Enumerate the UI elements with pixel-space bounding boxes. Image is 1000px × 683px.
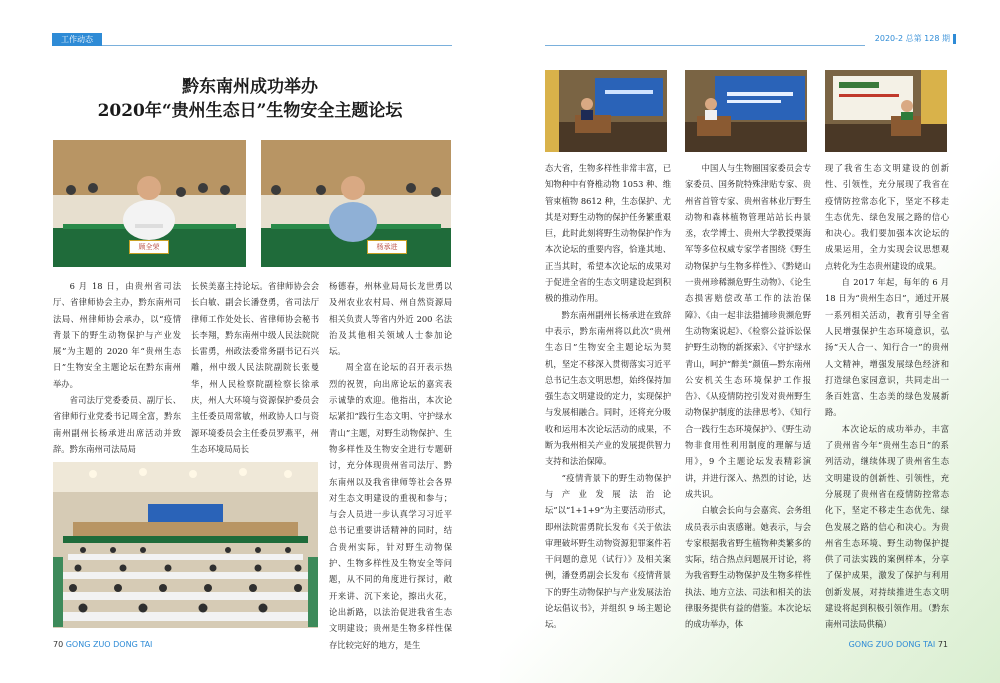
paragraph: 白敏会长向与会嘉宾、会务组成员表示由衷感谢。她表示，与会专家根据我省野生植物种类繁多的实际，结合热点问题展开讨论，将为我省野生动物保护及生物多样性执法、地方立法、司法和相关的法律服务提供有益的借鉴。本次论坛的成功举办，体 [685, 505, 811, 630]
issue-bar [953, 34, 956, 44]
text-column-6 [825, 160, 949, 633]
photo-podium-2 [685, 70, 807, 152]
photo-speaker-right [261, 140, 451, 267]
photo-conference-hall [53, 462, 318, 628]
podium-1-illustration [545, 70, 667, 152]
text-column-3 [329, 278, 452, 653]
header-rule [545, 45, 865, 46]
paragraph: 周全富在论坛的召开表示热烈的祝贺，向出席论坛的嘉宾表示诚挚的欢迎。他指出，本次论坛紧扣“践行生态文明、守护绿水青山”主题，对野生动物保护、生物多样性及生物安全进行专题研讨，充分体现贵州省司法厅、黔东南州以及我省律师等社会各界对生态文明建设的重视和参与；与会人员进一步认真学习习近平总书记重要讲话精神的同时，结合贵州实际，针对野生动物保护、生物多样性及生物安全等问题，从不同的角度进行探讨，敞开来讲、沉下来论，擦出火花，论出新路，以法治促进我省生态文明建设；贵州是生物多样性保存比较完好的地方，是生 [329, 362, 452, 650]
left-page-number: 70 [53, 640, 64, 649]
right-footer-label: GONG ZUO DONG TAI [848, 640, 936, 649]
speaker-right-illustration [261, 140, 451, 267]
text-column-5 [685, 160, 811, 633]
header-rule [102, 45, 452, 46]
left-footer-label: GONG ZUO DONG TAI [65, 640, 153, 649]
left-footer [53, 640, 152, 649]
text-column-2 [191, 278, 319, 457]
issue-label: 2020-2 总第 128 期 [874, 34, 950, 43]
text-column-1 [53, 278, 181, 457]
photo-podium-3 [825, 70, 947, 152]
paragraph: 省司法厅党委委员、副厅长、省律师行业党委书记周全富，黔东南州副州长杨承进出席活动并致辞。黔东南州司法局局 [53, 395, 181, 454]
right-page-number: 71 [937, 640, 948, 649]
nameplate-right: 杨承进 [367, 240, 407, 254]
section-tab: 工作动态 [52, 33, 102, 46]
article-title-line1: 黔东南州成功举办 [182, 77, 318, 97]
paragraph: 现了我省生态文明建设的创新性、引领性，充分展现了我省在疫情防控常态化下，坚定不移走生态优先、绿色发展之路的信心和决心。我们要加强本次论坛的成果运用，全力实现会议思想观点转化为生态贵州建设的成果。 [825, 163, 949, 271]
right-page [500, 0, 1000, 683]
photo-speaker-left [53, 140, 246, 267]
paragraph: 杨德春，州林业局局长龙世勇以及州农业农村局、州自然资源局相关负责人等省内外近 200 名法治及其他相关领域人士参加论坛。 [329, 281, 452, 357]
paragraph: 长侯美嘉主持论坛。省律师协会会长白敏、副会长潘登勇，省司法厅律师工作处处长、省律师协会秘书长李翔，黔东南州中级人民法院院长雷勇，州政法委常务副书记石兴雕，州中级人民法院副院长张曼华，州人民检察院副检察长徐承庆，州人大环境与资源保护委员会主任委员周常敏，州政协人口与资源环境委员会主任委员罗燕平，州生态环境局局长 [191, 281, 319, 454]
paragraph: 黔东南州副州长杨承进在致辞中表示，黔东南州将以此次“贵州生态日”生物安全主题论坛为契机，坚定不移深入贯彻落实习近平总书记生态文明思想，始终保持加强生态文明建设的定力，实现保护与发展相融合。同时，还将充分吸收和运用本次论坛活动的成果，不断为我州相关产业的发展提供智力支持和法治保障。 [545, 309, 671, 467]
paragraph: 本次论坛的成功举办，丰富了贵州省今年“贵州生态日”的系列活动，继续体现了贵州省生态文明建设的创新性、引领性，充分展现了贵州省在疫情防控常态化下，坚定不移走生态优先、绿色发展之路的信心和决心。为贵州省生态环境、野生动物保护提供了司法实践的案例样本，分享了保护成果，激发了保护与利用创新发展，对持续推进生态文明建设将起到积极引领作用。（黔东南州司法局供稿） [825, 423, 949, 630]
podium-3-illustration [825, 70, 947, 152]
article-title-line2: 2020年“贵州生态日”生物安全主题论坛 [97, 101, 403, 121]
paragraph: 6 月 18 日，由贵州省司法厅、省律师协会主办，黔东南州司法局、州律师协会承办，以“疫情背景下的野生动物保护与产业发展”为主题的 2020 年“贵州生态日”生物安全主题论坛在黔东南州举办。 [53, 281, 181, 389]
paragraph: “疫情背景下的野生动物保护与产业发展法治论坛”以“1+1+9”为主要活动形式，即州法院雷勇院长发布《关于依法审理破坏野生动物资源犯罪案件若干问题的意见（试行）》及相关案例，潘登勇副会长发布《疫情背景下的野生动物保护与产业发展法治论坛倡议书》，并组织 9 场主题论坛。 [545, 472, 671, 630]
photo-podium-1 [545, 70, 667, 152]
text-column-4 [545, 160, 671, 633]
paragraph: 中国人与生物圈国家委员会专家委员、国务院特殊津贴专家、贵州省首管专家、贵州省林业厅野生动物和森林植物管理站站长冉景丞，农学博士、贵州大学教授栗海军等多位权威专家学者围绕《野生动物保护与生物多样性》、《黔姥山一贵州珍稀濒危野生动物》、《论生态损害赔偿改革工作的法治保障》、《由一起非法猎捕珍贵濒危野生动物案说起》、《检察公益诉讼保护野生动物的新探索》、《守护绿水青山，呵护“醉美”颜值—黔东南州公安机关生态环境保护工作报告》、《从疫情防控引发对贵州野生动物保护制度的法律思考》、《知行合一践行生态环境保护》、《野生动物非食用性利用制度的理解与适用》，9 个主题论坛发表精彩演讲，并进行深入、热烈的讨论，达成共识。 [685, 163, 811, 499]
nameplate-left: 顾全荣 [129, 240, 169, 254]
conference-hall-illustration [53, 462, 318, 628]
podium-2-illustration [685, 70, 807, 152]
paragraph: 自 2017 年起，每年的 6 月 18 日为“贵州生态日”，通过开展一系列相关活动，教育引导全省人民增强保护生态环境意识，弘扬“天人合一、知行合一”的贵州人文精神，增强发展绿色经济和打造绿色家园意识，共同走出一条百姓富、生态美的绿色发展新路。 [825, 277, 949, 418]
right-footer [849, 640, 948, 649]
paragraph: 态大省，生物多样性非常丰富，已知物种中有脊椎动物 1053 种、维管束植物 8612 种，生态保护、尤其是对野生动物的保护任务繁重艰巨，此时此刻将野生动物保护作为本次论坛的重要内容，恰逢其地、正当其时，希望本次论坛的成果对于促进全省的生态文明建设起到积极的推动作用。 [545, 163, 671, 304]
